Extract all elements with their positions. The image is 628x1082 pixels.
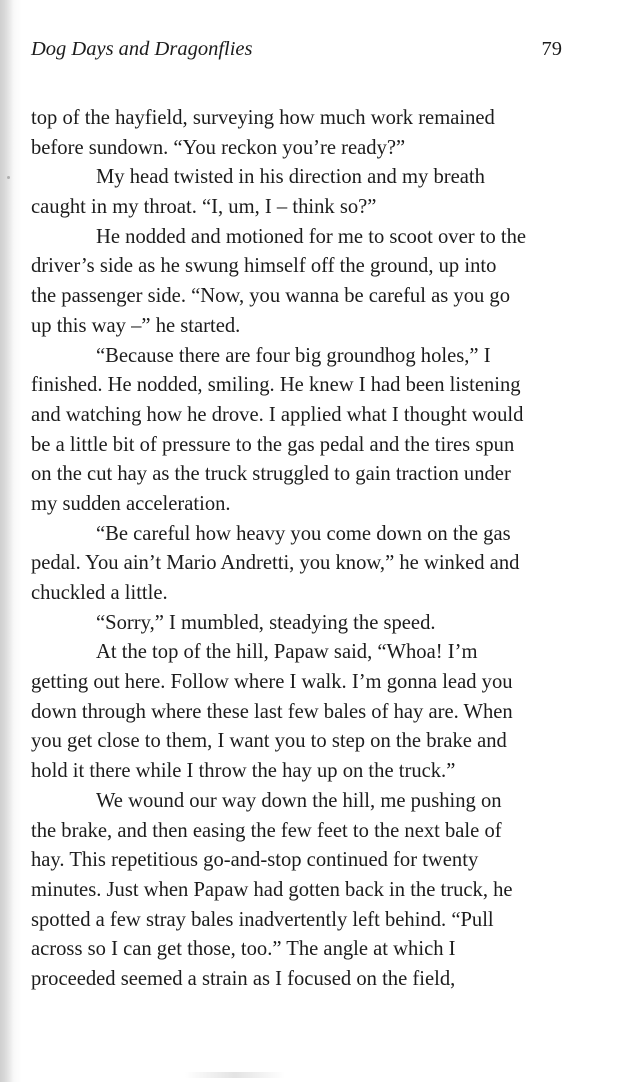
- text-line: and watching how he drove. I applied what I thought would: [31, 403, 524, 426]
- running-title: Dog Days and Dragonflies: [31, 38, 253, 60]
- text-line: We wound our way down the hill, me pushing on: [96, 789, 502, 812]
- text-line: hold it there while I throw the hay up on the truck.”: [31, 760, 456, 783]
- text-line: you get close to them, I want you to step on the brake and: [31, 730, 507, 753]
- text-line: caught in my throat. “I, um, I – think so?”: [31, 196, 377, 219]
- scan-smudge: [185, 1072, 285, 1078]
- text-line: my sudden acceleration.: [31, 492, 231, 515]
- page-number: 79: [541, 38, 562, 60]
- page-header: [31, 38, 562, 68]
- text-line: the brake, and then easing the few feet to the next bale of: [31, 819, 502, 842]
- text-line: finished. He nodded, smiling. He knew I had been listening: [31, 374, 521, 397]
- text-line: up this way –” he started.: [31, 314, 241, 337]
- spine-shadow: [0, 0, 14, 1082]
- text-line: “Because there are four big groundhog holes,” I: [96, 344, 491, 367]
- text-line: the passenger side. “Now, you wanna be careful as you go: [31, 285, 511, 308]
- text-line: At the top of the hill, Papaw said, “Whoa! I’m: [96, 641, 478, 664]
- text-line: driver’s side as he swung himself off the ground, up into: [31, 255, 497, 278]
- text-line: “Be careful how heavy you come down on the gas: [96, 522, 511, 545]
- text-line: top of the hayfield, surveying how much work remained: [31, 107, 495, 129]
- text-line: “Sorry,” I mumbled, steadying the speed.: [96, 611, 436, 634]
- body-text: [31, 104, 591, 995]
- text-line: on the cut hay as the truck struggled to gain traction under: [31, 463, 511, 486]
- text-line: pedal. You ain’t Mario Andretti, you know,” he winked and: [31, 552, 520, 575]
- text-line: before sundown. “You reckon you’re ready?”: [31, 136, 406, 159]
- text-line: getting out here. Follow where I walk. I’m gonna lead you: [31, 671, 513, 694]
- text-line: minutes. Just when Papaw had gotten back in the truck, he: [31, 878, 513, 901]
- scan-speck: [7, 176, 10, 179]
- text-line: proceeded seemed a strain as I focused on the field,: [31, 967, 456, 990]
- text-line: chuckled a little.: [31, 582, 168, 604]
- text-line: He nodded and motioned for me to scoot over to the: [96, 225, 527, 248]
- text-line: be a little bit of pressure to the gas pedal and the tires spun: [31, 433, 515, 456]
- text-line: down through where these last few bales of hay are. When: [31, 700, 513, 723]
- text-line: across so I can get those, too.” The angle at which I: [31, 938, 456, 961]
- text-line: spotted a few stray bales inadvertently left behind. “Pull: [31, 908, 494, 931]
- text-line: My head twisted in his direction and my breath: [96, 166, 485, 189]
- text-line: hay. This repetitious go-and-stop continued for twenty: [31, 849, 479, 872]
